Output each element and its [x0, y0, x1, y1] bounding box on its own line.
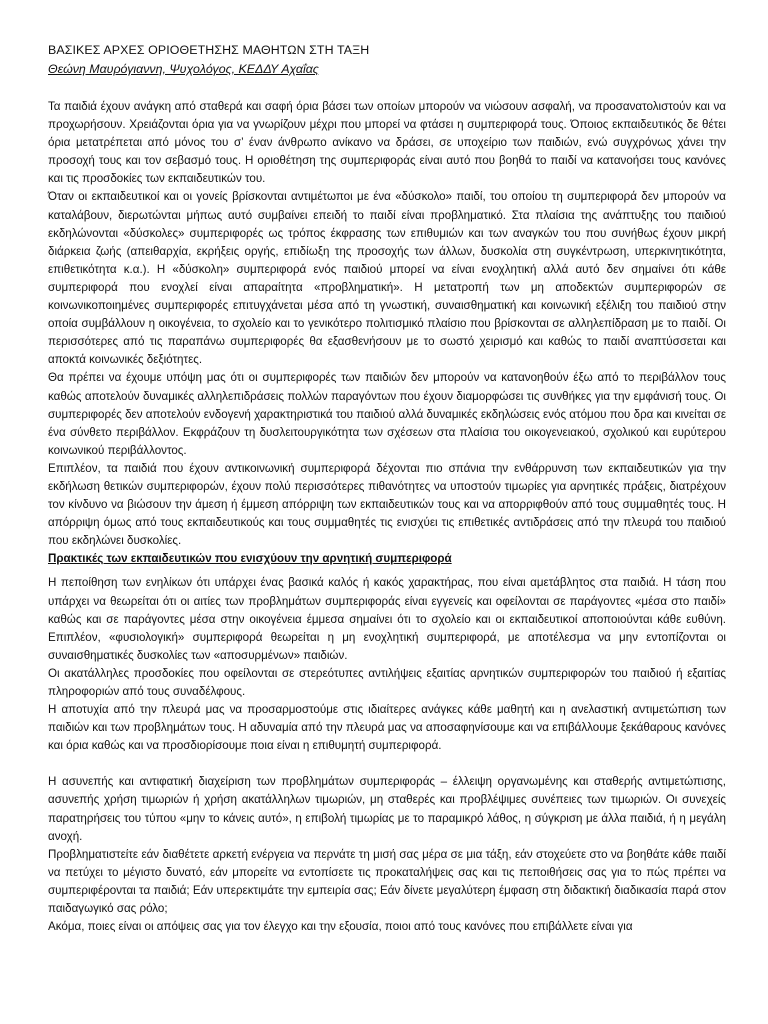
paragraph: Επιπλέον, τα παιδιά που έχουν αντικοινωνική συμπεριφορά δέχονται πιο σπάνια την ενθάρρυνση των εκπαιδευτικών για την εκδήλωση θετικών συμπεριφορών, έχουν πολύ περισσότερες πιθανότητες να υποστούν τιμωρίες για αρνητικές πράξεις, διατρέχουν τον κίνδυνο να βιώσουν την άμεση ή έμμεση απόρριψη των εκπαιδευτικών τους και να απορριφθούν από τους συμμαθητές τους. Η απόρριψη όμως από τους εκπαιδευτικούς και τους συμμαθητές τις ενισχύει τις επιθετικές αντιδράσεις από την πλευρά του παιδιού που εκδηλώνει δυσκολίες.: [48, 461, 726, 548]
document-body: [48, 98, 726, 936]
paragraph: Η αποτυχία από την πλευρά μας να προσαρμοστούμε στις ιδιαίτερες ανάγκες κάθε μαθητή και η ανελαστική αντιμετώπιση των παιδιών και των προβλημάτων τους. Η αδυναμία από την πλευρά μας να αποσαφηνίσουμε και να επιβάλλουμε ξεκάθαρους κανόνες και όρια καθώς και να προσδιορίσουμε ποια είναι η επιθυμητή συμπεριφορά.: [48, 703, 726, 753]
paragraph: Όταν οι εκπαιδευτικοί και οι γονείς βρίσκονται αντιμέτωποι με ένα «δύσκολο» παιδί, του οποίου τη συμπεριφορά δεν μπορούν να καταλάβουν, διερωτώνται μήπως αυτό συμβαίνει επειδή το παιδί είναι προβληματικό. Στα πλαίσια της ανάπτυξης του παιδιού εκδηλώνονται «δύσκολες» συμπεριφορές ως τρόπος έκφρασης των επιθυμιών και των αναγκών του που συνήθως έχουν μικρή διάρκεια ζωής (απειθαρχία, εκρήξεις οργής, επιδίωξη της προσοχής των άλλων, δυσκολία στη συγκέντρωση, υπερκινητικότητα, επιθετικότητα κ.α.). Η «δύσκολη» συμπεριφορά ενός παιδιού μπορεί να είναι ενοχλητική αλλά αυτό δεν σημαίνει ότι κάθε συμπεριφορά που ενοχλεί είναι απαραίτητα «προβληματική». Η μετατροπή των μη αποδεκτών συμπεριφορών σε κοινωνικοποιημένες συμπεριφορές επιτυγχάνεται μέσα από τη γνωστική, συναισθηματική και κοινωνική εξέλιξη του παιδιού στην οποία συμβάλλουν η οικογένεια, το σχολείο και το γενικότερο πολιτισμικό πλαίσιο που βρίσκονται σε αλληλεπίδραση με το παιδί. Οι περισσότερες από τις παραπάνω συμπεριφορές θα εξασθενήσουν με το σωστό χειρισμό και καθώς το παιδί αναπτύσσεται και αποκτά κοινωνικές δεξιότητες.: [48, 190, 726, 367]
document-author: Θεώνη Μαυρόγιαννη, Ψυχολόγος, ΚΕΔΔΥ Αχαΐας: [48, 62, 319, 76]
document-title: ΒΑΣΙΚΕΣ ΑΡΧΕΣ ΟΡΙΟΘΕΤΗΣΗΣ ΜΑΘΗΤΩΝ ΣΤΗ ΤΑΞΗ: [48, 43, 370, 57]
paragraph: Τα παιδιά έχουν ανάγκη από σταθερά και σαφή όρια βάσει των οποίων μπορούν να νιώσουν ασφαλή, να προσανατολιστούν και να προχωρήσουν. Χρειάζονται όρια για να γνωρίζουν μέχρι που μπορεί να φτάσει η συμπεριφορά τους. Όποιος εκπαιδευτικός δε θέτει όρια μετατρέπεται από μόνος του σ’ έναν άνθρωπο ανίκανο να δράσει, σε υποχείριο των παιδιών, ενώ συγχρόνως χάνει την προσοχή τους και τον σεβασμό τους. Η οριοθέτηση της συμπεριφοράς είναι αυτό που βοηθά το παιδί να κατανοήσει τους κανόνες και τις προσδοκίες των εκπαιδευτικών του.: [48, 100, 726, 186]
section-heading: Πρακτικές των εκπαιδευτικών που ενισχύουν την αρνητική συμπεριφορά: [48, 552, 452, 566]
paragraph: Θα πρέπει να έχουμε υπόψη μας ότι οι συμπεριφορές των παιδιών δεν μπορούν να κατανοηθούν έξω από το περιβάλλον τους καθώς αποτελούν δυναμικές αλληλεπιδράσεις πολλών παραγόντων που έχουν διαμορφώσει τις συνθήκες για την εμφάνισή τους. Οι συμπεριφορές δεν αποτελούν ενδογενή χαρακτηριστικά του παιδιού αλλά δυναμικές εκδηλώσεις ενός ατόμου που δρα και κινείται σε ένα σύνθετο περιβάλλον. Εκφράζουν τη δυσλειτουργικότητα των σχέσεων στα πλαίσια του οικογενειακού, σχολικού και ευρύτερου κοινωνικού περιβάλλοντος.: [48, 371, 726, 457]
paragraph: Προβληματιστείτε εάν διαθέτετε αρκετή ενέργεια να περνάτε τη μισή σας μέρα σε μια τάξη, εάν στοχεύετε στο να βοηθάτε κάθε παιδί να πετύχει το μέγιστο δυνατό, εάν μπορείτε να εντοπίσετε τις προκαταλήψεις σας και τις πεποιθήσεις σας για το πώς πρέπει να συμπεριφέρονται τα παιδιά; Εάν υπερεκτιμάτε την εμπειρία σας; Εάν δίνετε μεγαλύτερη έμφαση στη διδακτική διαδικασία παρά στον παιδαγωγικό σας ρόλο;: [48, 847, 726, 916]
paragraph: Η πεποίθηση των ενηλίκων ότι υπάρχει ένας βασικά καλός ή κακός χαρακτήρας, που είναι αμετάβλητος στα παιδιά. Η τάση που υπάρχει να θεωρείται ότι οι αιτίες των προβλημάτων συμπεριφοράς είναι εγγενείς και οφείλονται σε παράγοντες «μέσα στο παιδί» καθώς και σε παράγοντες μέσα στην οικογένεια έμμεσα σημαίνει ότι το σχολείο και οι εκπαιδευτικοί αποποιούνται κάθε ευθύνη. Επιπλέον, «φυσιολογική» συμπεριφορά θεωρείται η μη ενοχλητική συμπεριφορά, με αποτέλεσμα να μην εντοπίζονται οι συναισθηματικές δυσκολίες των «αποσυρμένων» παιδιών.: [48, 576, 726, 662]
paragraph: Οι ακατάλληλες προσδοκίες που οφείλονται σε στερεότυπες αντιλήψεις εξαιτίας αρνητικών συμπεριφορών του παιδιού ή εξαιτίας πληροφοριών από τους συναδέλφους.: [48, 666, 726, 698]
paragraph: Ακόμα, ποιες είναι οι απόψεις σας για τον έλεγχο και την εξουσία, ποιοι από τους κανόνες που επιβάλλετε είναι για: [48, 920, 633, 934]
paragraph: Η ασυνεπής και αντιφατική διαχείριση των προβλημάτων συμπεριφοράς – έλλειψη οργανωμένης και σταθερής αντιμετώπισης, ασυνεπής χρήση τιμωριών ή χρήση ακατάλληλων τιμωριών, μη σταθερές και προβλέψιμες συνέπειες των τιμωριών. Οι συνεχείς παρατηρήσεις του τύπου «μην το κάνεις αυτό», η επιβολή τιμωρίας με το παραμικρό λάθος, η σύγκριση με άλλα παιδιά, ή η μεγάλη ανοχή.: [48, 775, 726, 843]
